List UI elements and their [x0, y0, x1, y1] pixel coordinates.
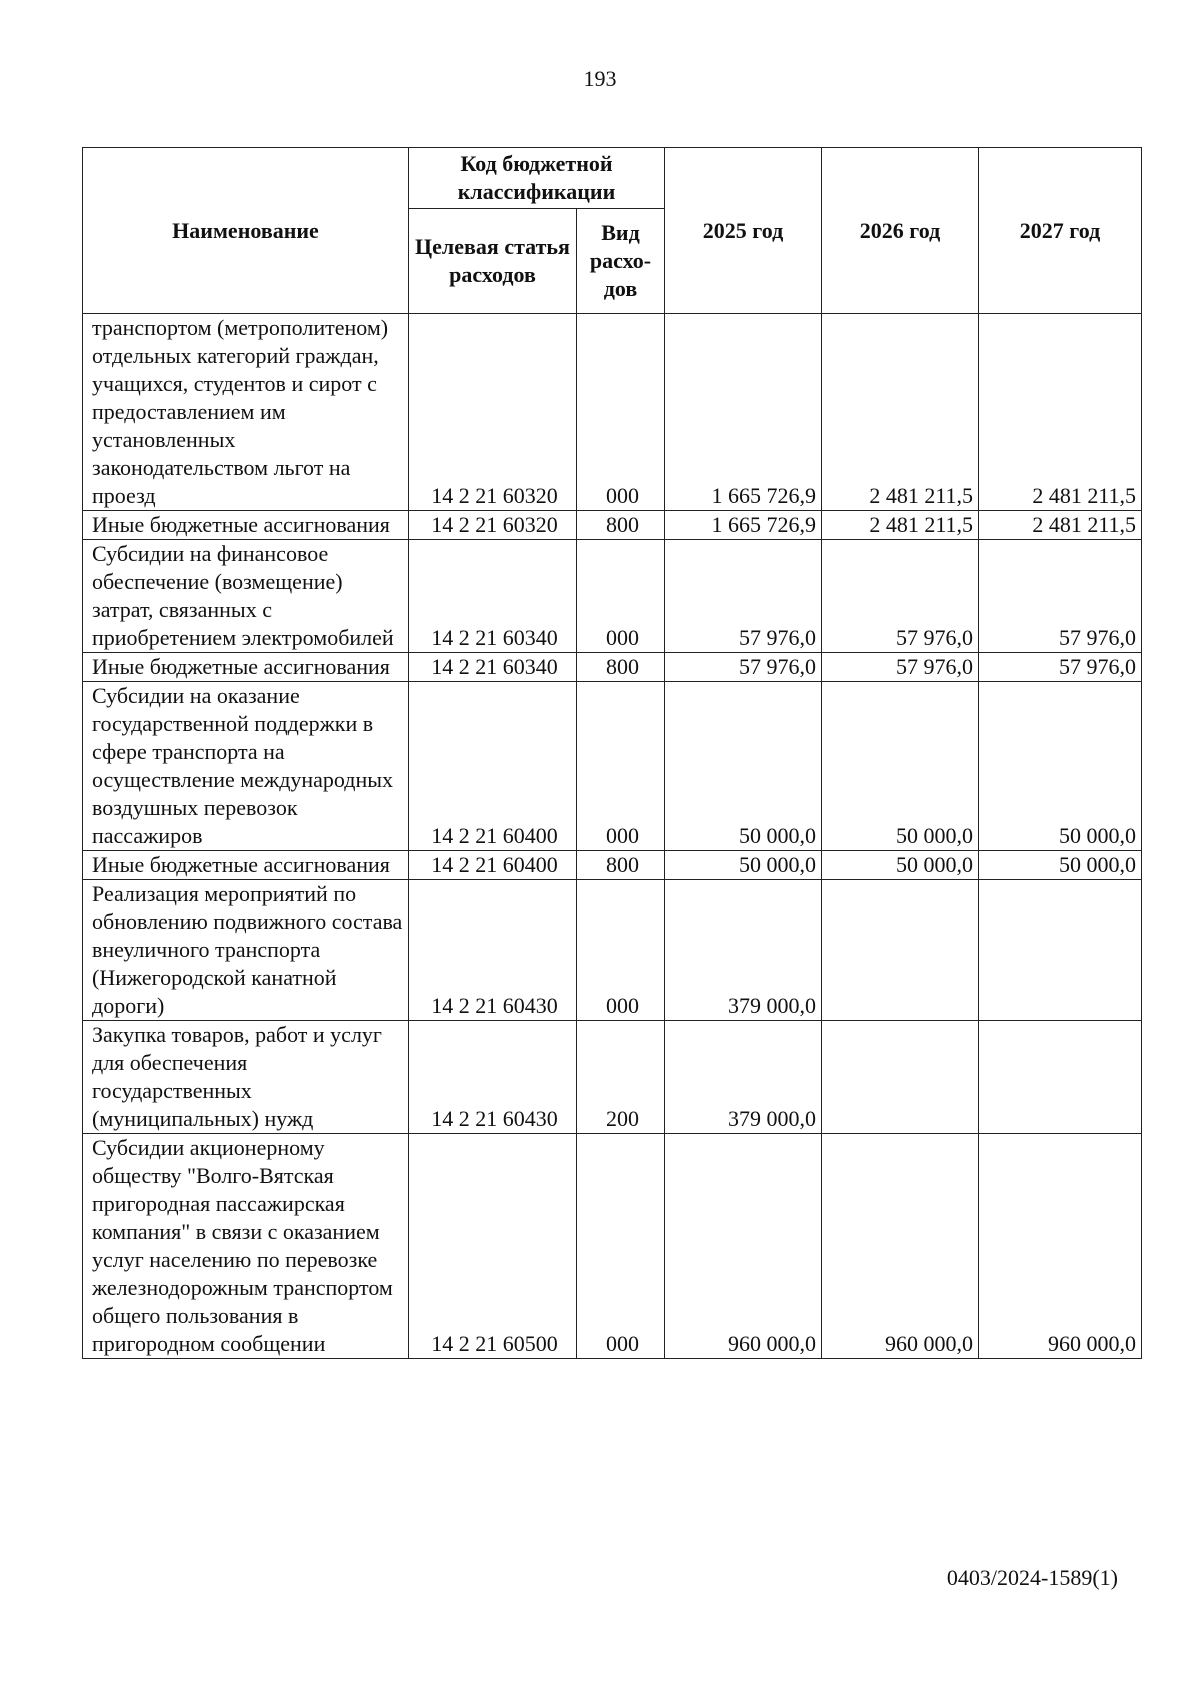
row-2025: 50 000,0: [665, 851, 822, 880]
row-type: 800: [577, 851, 665, 880]
row-2025: 57 976,0: [665, 540, 822, 653]
row-type: 200: [577, 1021, 665, 1134]
row-code: 14 2 21 60320: [409, 511, 577, 540]
row-name: Закупка товаров, работ и услуг для обеспечения государственных (муниципальных) нужд: [83, 1021, 409, 1134]
header-2026: 2026 год: [822, 148, 979, 314]
row-2025: 1 665 726,9: [665, 511, 822, 540]
table-row: [83, 314, 1142, 511]
header-code-group: Код бюджетной классификации: [409, 148, 665, 209]
row-2026: 960 000,0: [822, 1134, 979, 1359]
row-2026: [822, 1021, 979, 1134]
row-type: 000: [577, 880, 665, 1021]
row-2026: 2 481 211,5: [822, 314, 979, 511]
row-name: Реализация мероприятий по обновлению подвижного состава внеуличного транспорта (Нижегородской канатной дороги): [83, 880, 409, 1021]
row-type: 000: [577, 682, 665, 851]
row-2027: [979, 880, 1142, 1021]
row-code: 14 2 21 60340: [409, 540, 577, 653]
row-code: 14 2 21 60320: [409, 314, 577, 511]
table-row: [83, 653, 1142, 682]
row-2025: 960 000,0: [665, 1134, 822, 1359]
row-2027: 2 481 211,5: [979, 314, 1142, 511]
table-row: [83, 511, 1142, 540]
table-header: [83, 148, 1142, 314]
row-2027: 960 000,0: [979, 1134, 1142, 1359]
header-2025: 2025 год: [665, 148, 822, 314]
row-type: 000: [577, 540, 665, 653]
row-name: Субсидии акционерному обществу "Волго-Вятская пригородная пассажирская компания" в связи с оказанием услуг населению по перевозке железнодорожным транспортом общего пользования в пригородном сообщении: [83, 1134, 409, 1359]
row-2025: 50 000,0: [665, 682, 822, 851]
table-row: [83, 880, 1142, 1021]
header-2027: 2027 год: [979, 148, 1142, 314]
row-2027: 57 976,0: [979, 540, 1142, 653]
row-type: 000: [577, 314, 665, 511]
row-type: 800: [577, 653, 665, 682]
row-type: 800: [577, 511, 665, 540]
budget-table: [82, 147, 1142, 1359]
row-2026: [822, 880, 979, 1021]
header-target-article: Целевая статья расходов: [409, 209, 577, 314]
document-code: 0403/2024-1589(1): [946, 1565, 1118, 1590]
row-code: 14 2 21 60340: [409, 653, 577, 682]
row-2027: 50 000,0: [979, 851, 1142, 880]
row-2026: 57 976,0: [822, 540, 979, 653]
row-code: 14 2 21 60400: [409, 851, 577, 880]
table-row: [83, 540, 1142, 653]
row-2026: 50 000,0: [822, 851, 979, 880]
row-2027: 2 481 211,5: [979, 511, 1142, 540]
table-row: [83, 1021, 1142, 1134]
table-row: [83, 682, 1142, 851]
row-2025: 379 000,0: [665, 880, 822, 1021]
row-name: Иные бюджетные ассигнования: [83, 653, 409, 682]
row-code: 14 2 21 60400: [409, 682, 577, 851]
row-2026: 2 481 211,5: [822, 511, 979, 540]
row-2025: 57 976,0: [665, 653, 822, 682]
row-2027: 57 976,0: [979, 653, 1142, 682]
header-name: Наименование: [83, 148, 409, 314]
table-row: [83, 1134, 1142, 1359]
row-code: 14 2 21 60430: [409, 1021, 577, 1134]
row-name: Иные бюджетные ассигнования: [83, 851, 409, 880]
page-number: 193: [583, 66, 617, 91]
table-row: [83, 851, 1142, 880]
row-name: транспортом (метрополитеном) отдельных категорий граждан, учащихся, студентов и сирот с предоставлением им установленных законодательством льгот на проезд: [83, 314, 409, 511]
row-2025: 379 000,0: [665, 1021, 822, 1134]
row-2026: 50 000,0: [822, 682, 979, 851]
row-name: Иные бюджетные ассигнования: [83, 511, 409, 540]
header-expense-type: Вид расхо-дов: [577, 209, 665, 314]
row-name: Субсидии на финансовое обеспечение (возмещение) затрат, связанных с приобретением электромобилей: [83, 540, 409, 653]
row-type: 000: [577, 1134, 665, 1359]
row-2025: 1 665 726,9: [665, 314, 822, 511]
row-2027: 50 000,0: [979, 682, 1142, 851]
row-code: 14 2 21 60500: [409, 1134, 577, 1359]
row-2026: 57 976,0: [822, 653, 979, 682]
row-code: 14 2 21 60430: [409, 880, 577, 1021]
row-name: Субсидии на оказание государственной поддержки в сфере транспорта на осуществление международных воздушных перевозок пассажиров: [83, 682, 409, 851]
row-2027: [979, 1021, 1142, 1134]
